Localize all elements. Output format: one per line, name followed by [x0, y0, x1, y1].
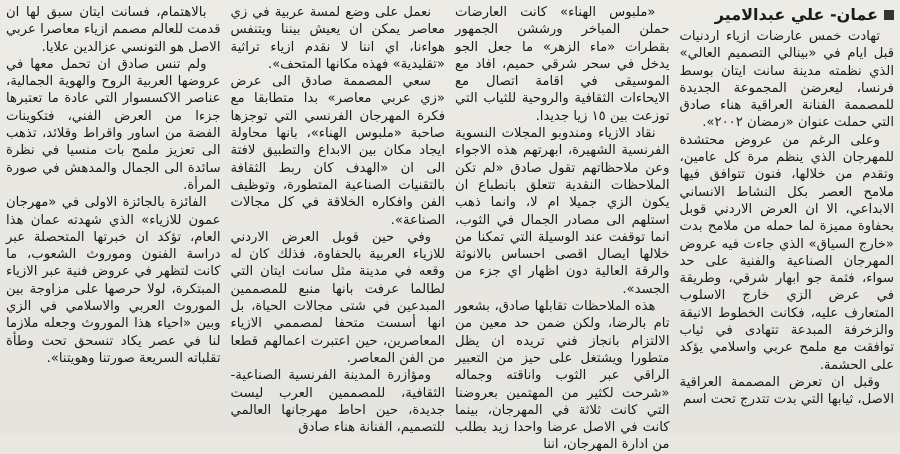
paragraph: «ملبوس الهناء» كانت العارضات حملن المباخر ورششن الجمهور بقطرات «ماء الزهر» ما جعل الجو يدخل في سحر شرقي حميم، افاد مع الموسيقى في اقامة اتصال مع الايحاءات الثقافية والروحية للثياب التي توزعت بين ١٥ زيا جديدا.: [455, 5, 670, 124]
bullet-square-icon: [884, 10, 894, 20]
paragraph: نقاد الازياء ومندوبو المجلات النسوية الفرنسية الشهيرة، ابهرتهم هذه الاجواء وعن ملاحظاتهم تقول صادق «لم تكن الملاحظات النقدية تتعلق بانطباع ان يكون الزي جميلا ام لا، وانما ذهب استلهم الى مصادر الجمال في الثوب، انما توقفت عند الوسيلة التي تمكنا من خلالها ايصال اقصى احساس بالانوثة والرقة العالية دون اظهار اي جزء من الجسد».: [455, 126, 670, 297]
paragraph: تهادت خمس عارضات ازياء اردنيات قبل ايام في «بينالي التصميم العالي» الذي نظمته مدينة سانت ايتان بوسط فرنسا، ليعرضن المجموعة الجديدة للمصممة الفنانة العراقية هناء صادق التي حملت عنوان «رمضان ٢٠٠٢».: [679, 29, 894, 131]
column-4: [6, 4, 221, 432]
paragraph: الفائزة بالجائزة الاولى في «مهرجان عمون للازياء» الذي شهدته عمان هذا العام، تؤكد ان خبرتها المتحصلة عبر دراسة الفنون وموروث الشعوب، ما كانت لتظهر في عروض فنية عبر الازياء المبتكرة، لولا حرصها على مزاوجة بين الموروث العربي والاسلامي في الزي وبين «احياء هذا الموروث وجعله ملازما لنا في عصر يكاد تنسحق تحت وطأة تقلباته السريعة صورتنا وهويتنا».: [6, 195, 221, 366]
paragraph: ومؤازرة المدينة الفرنسية الصناعية- الثقافية، للمصممين العرب ليست جديدة، حين احاط مهرجانها العالمي للتصميم، الفنانة هناء صادق: [230, 368, 445, 436]
byline: [680, 4, 895, 26]
paragraph: وقبل ان تعرض المصممة العراقية الاصل، ثيابها التي بدت تتدرج تحت اسم: [679, 374, 894, 408]
paragraph: وفي حين قوبل العرض الاردني للازياء العربية بالحفاوة، فذلك كان له وقعه في مدينة مثل سانت ايتان التي لطالما عرفت بانها منبع للمصممين المبدعين في شتى مجالات الحياة، بل انها أسست متحفا لمصممي الازياء المعاصرين، حين اعتبرت اعمالهم قطعا من الفن المعاصر.: [230, 229, 445, 366]
paragraph: ولم تنس صادق ان تحمل معها في عروضها العربية الروح والهوية الجمالية، عناصر الاكسسوار التي عادة ما تعتبرها جزءا من العرض الفني، فتكوينات الفضة من اساور واقراط وقلائد، تذهب الى تعزيز ملمح بات منسيا في نظرة سائدة الى الجمال والمدهش في صورة المرأة.: [6, 56, 221, 193]
column-3: [230, 4, 446, 436]
paragraph: بالاهتمام، فسانت ايتان سبق لها ان قدمت للعالم مصمم ازياء معاصرا عربي الاصل هو التونسي عزالدين علايا.: [6, 5, 221, 55]
paragraph: نعمل على وضع لمسة عربية في زي معاصر يمكن ان يعيش بيننا ويتنفس هواءنا، اي اننا لا نقدم ازياء تراثية «تقليدية» فهذه مكانها المتحف».: [230, 5, 445, 72]
column-1: [680, 4, 895, 432]
paragraph: هذه الملاحظات تقابلها صادق، بشعور تام بالرضا، ولكن ضمن حد معين من الالتزام بانجاز فني تريده ان يظل متطورا ويشتغل على حيز من التعبير الراقي عبر الثوب واناقته وجماله «شرحت لكثير من المهتمين بعروضنا التي كانت ثلاثة في المهرجان، بينما كانت في الاصل عرضا واحدا زيد بطلب من ادارة المهرجان، اننا: [455, 299, 670, 453]
byline-text: عمان- علي عبدالامير: [714, 5, 878, 24]
paragraph: سعي المصممة صادق الى عرض «زي عربي معاصر» بدا متطابقا مع فكرة المهرجان الفرنسي التي توجزها صاحبة «ملبوس الهناء»، بانها محاولة ايجاد مكان بين الابداع والتطبيق لافتة الى ان «الهدف كان ربط الثقافة بالتقنيات الصناعية المتطورة، وتوظيف الفن وافكاره الخلاقة في كل مجالات الصناعة».: [230, 74, 445, 228]
paragraph: وعلى الرغم من عروض محتشدة للمهرجان الذي ينظم مرة كل عامين، وتقدم من خلالها، فنون تتوافق فيها ملامح العصر بكل النشاط الانساني الابداعي، الا ان العرض الاردني قوبل بحفاوة مميزة لما حمله من ملامح بدت «خارج السياق» الذي جاءت فيه عروض المهرجان الصناعية والفنية على حد سواء، فثمة جو ابهار شرقي، وطريقة في عرض الزي خارج الاسلوب المتعارف عليه، فكانت الخطوط الانيقة والزخرفة المبدعة تتهادى في ثياب توافقت مع ملمح عربي واسلامي يؤكد على الحشمة.: [679, 132, 894, 373]
article-body: [6, 4, 894, 453]
column-2: [455, 4, 670, 453]
